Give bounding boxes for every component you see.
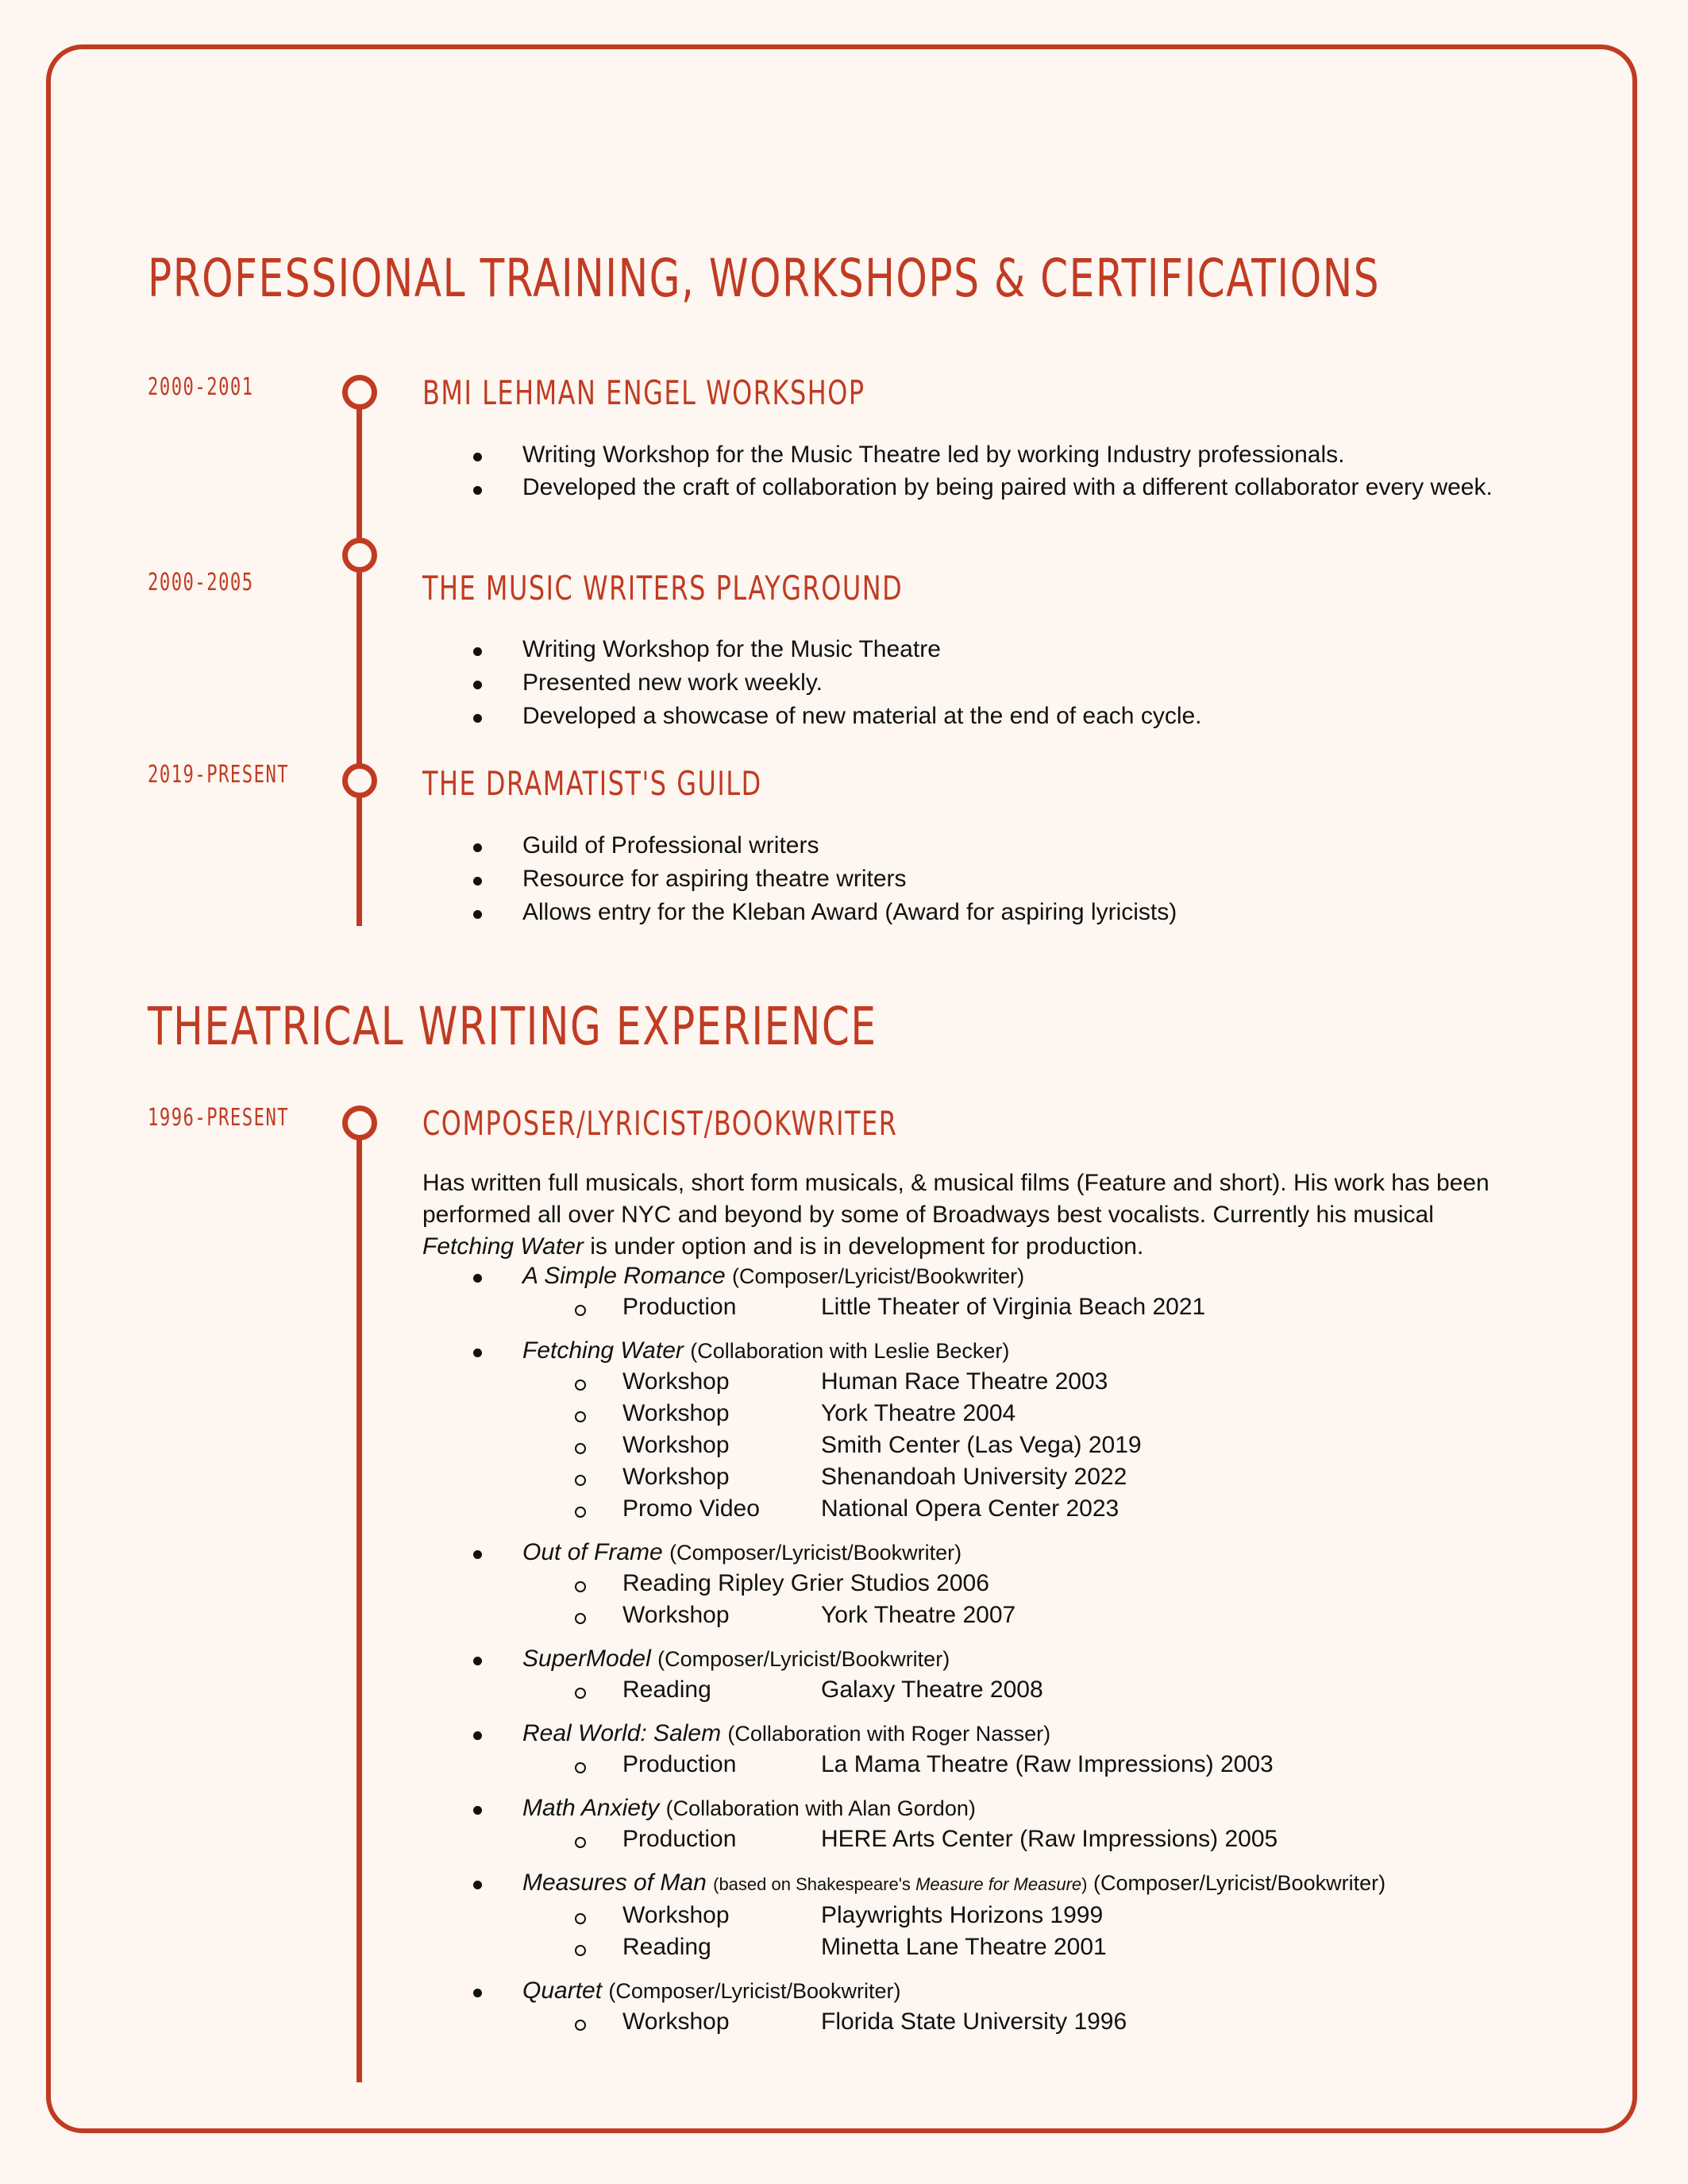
source-note-text: ) <box>1081 1874 1088 1894</box>
work-note <box>666 1796 976 1820</box>
work-history-list <box>522 1291 1582 1323</box>
history-type: Workshop <box>622 2008 730 2035</box>
history-venue: Playwrights Horizons 1999 <box>821 1902 1104 1928</box>
history-venue: Minetta Lane Theatre 2001 <box>821 1934 1107 1960</box>
work-history-list <box>522 1568 1582 1631</box>
work-history-item <box>522 1674 1582 1706</box>
work-note <box>690 1339 1009 1363</box>
work-heading <box>522 1719 1582 1749</box>
work-title: A Simple Romance <box>522 1263 726 1289</box>
bullet-item: Writing Workshop for the Music Theatre <box>470 633 1526 666</box>
timeline-line <box>356 1121 362 2082</box>
work-source-note <box>713 1874 1087 1894</box>
history-venue: La Mama Theatre (Raw Impressions) 2003 <box>821 1751 1274 1777</box>
work-title: SuperModel <box>522 1646 651 1672</box>
history-type: Workshop <box>622 1432 730 1458</box>
work-history-list <box>522 2006 1582 2038</box>
work-heading <box>522 1644 1582 1674</box>
history-type: Reading <box>622 1677 711 1703</box>
history-venue: Human Race Theatre 2003 <box>821 1368 1108 1395</box>
work-item <box>470 1868 1582 1963</box>
work-title: Quartet <box>522 1978 603 2004</box>
works-list <box>470 1261 1582 2051</box>
work-history-item <box>522 1366 1582 1398</box>
work-history-item <box>522 1430 1582 1461</box>
work-heading <box>522 1261 1582 1291</box>
bullet-item: Guild of Professional writers <box>470 829 1526 862</box>
work-history-item <box>522 1599 1582 1631</box>
work-title: Measures of Man <box>522 1870 707 1896</box>
source-note-title: Measure for Measure <box>915 1874 1082 1894</box>
history-venue: HERE Arts Center (Raw Impressions) 2005 <box>821 1826 1278 1852</box>
work-heading <box>522 1793 1582 1823</box>
work-history-list <box>522 1674 1582 1706</box>
work-note <box>732 1264 1024 1288</box>
work-history-item <box>522 1749 1582 1781</box>
writing-section-title: THEATRICAL WRITING EXPERIENCE <box>148 996 877 1057</box>
work-heading <box>522 1336 1582 1366</box>
work-item <box>470 1793 1582 1855</box>
work-note <box>727 1722 1050 1746</box>
work-item <box>470 1336 1582 1525</box>
work-item <box>470 1644 1582 1706</box>
bullet-item: Developed a showcase of new material at the end of each cycle. <box>470 700 1526 733</box>
entry-bullets <box>470 633 1526 733</box>
work-item <box>470 1261 1582 1323</box>
bullet-item: Presented new work weekly. <box>470 666 1526 700</box>
work-history-item <box>522 1900 1582 1931</box>
history-type: Production <box>622 1826 737 1852</box>
history-type: Workshop <box>622 1464 730 1490</box>
work-credit: (Collaboration with Roger Nasser) <box>727 1722 1051 1746</box>
work-history-list <box>522 1900 1582 1963</box>
work-item <box>470 1538 1582 1631</box>
work-item <box>470 1976 1582 2038</box>
work-history-item <box>522 1493 1582 1525</box>
entry-dates: 2000-2005 <box>148 569 254 596</box>
timeline-node-icon <box>342 763 377 798</box>
source-note-text: (based on Shakespeare's <box>713 1874 916 1894</box>
work-credit: (Collaboration with Alan Gordon) <box>665 1796 976 1820</box>
entry-title: THE MUSIC WRITERS PLAYGROUND <box>422 569 904 608</box>
intro-text: is under option and is in development for production. <box>583 1233 1144 1260</box>
intro-italic-title: Fetching Water <box>422 1233 584 1260</box>
work-history-item <box>522 1823 1582 1855</box>
work-heading <box>522 1538 1582 1568</box>
history-type: Promo Video <box>622 1495 760 1522</box>
history-venue: Galaxy Theatre 2008 <box>821 1677 1043 1703</box>
entry-title: BMI LEHMAN ENGEL WORKSHOP <box>422 373 865 412</box>
work-history-list <box>522 1749 1582 1781</box>
work-history-item <box>522 1568 1582 1599</box>
work-title: Fetching Water <box>522 1337 684 1364</box>
history-type: Workshop <box>622 1602 730 1628</box>
history-type: Reading <box>622 1934 711 1960</box>
work-credit: (Composer/Lyricist/Bookwriter) <box>669 1541 962 1565</box>
history-venue: Smith Center (Las Vega) 2019 <box>821 1432 1142 1458</box>
work-note <box>669 1541 962 1565</box>
work-heading <box>522 1868 1582 1900</box>
writing-intro <box>422 1167 1518 1263</box>
bullet-item: Developed the craft of collaboration by being paired with a different collaborator every week. <box>470 472 1526 504</box>
work-history-item <box>522 1461 1582 1493</box>
work-history-item <box>522 1291 1582 1323</box>
work-title: Out of Frame <box>522 1539 663 1565</box>
timeline-node-icon <box>342 538 377 573</box>
work-item <box>470 1719 1582 1781</box>
work-history-list <box>522 1366 1582 1525</box>
history-type: Workshop <box>622 1368 730 1395</box>
entry-title: COMPOSER/LYRICIST/BOOKWRITER <box>422 1104 898 1143</box>
work-note <box>608 1979 900 2003</box>
bullet-item: Allows entry for the Kleban Award (Award for aspiring lyricists) <box>470 896 1526 929</box>
work-heading <box>522 1976 1582 2006</box>
entry-title: THE DRAMATIST'S GUILD <box>422 764 762 803</box>
bullet-item: Writing Workshop for the Music Theatre led by working Industry professionals. <box>470 438 1526 472</box>
work-title: Math Anxiety <box>522 1795 660 1821</box>
history-venue: Little Theater of Virginia Beach 2021 <box>821 1294 1206 1320</box>
history-venue: York Theatre 2007 <box>821 1602 1016 1628</box>
history-type: Production <box>622 1751 737 1777</box>
work-history-item <box>522 1398 1582 1430</box>
work-credit: (Composer/Lyricist/Bookwriter) <box>657 1647 950 1671</box>
work-title: Real World: Salem <box>522 1720 722 1746</box>
work-credit: (Collaboration with Leslie Becker) <box>690 1339 1010 1363</box>
work-history-item <box>522 1931 1582 1963</box>
training-section-title: PROFESSIONAL TRAINING, WORKSHOPS & CERTIFICATIONS <box>148 248 1381 309</box>
timeline-node-icon <box>342 1106 377 1140</box>
work-note <box>657 1647 950 1671</box>
timeline-line <box>356 391 362 926</box>
history-venue: York Theatre 2004 <box>821 1400 1016 1426</box>
history-venue: National Opera Center 2023 <box>821 1495 1120 1522</box>
entry-dates: 2019-PRESENT <box>148 761 290 789</box>
history-venue: Shenandoah University 2022 <box>821 1464 1127 1490</box>
work-history-list <box>522 1823 1582 1855</box>
bullet-item: Resource for aspiring theatre writers <box>470 862 1526 896</box>
work-credit: (Composer/Lyricist/Bookwriter) <box>608 1979 901 2003</box>
timeline-node-icon <box>342 375 377 410</box>
history-venue: Florida State University 1996 <box>821 2008 1127 2035</box>
history-type: Workshop <box>622 1902 730 1928</box>
work-note <box>713 1871 1385 1895</box>
entry-dates: 2000-2001 <box>148 373 254 401</box>
work-history-item <box>522 2006 1582 2038</box>
entry-bullets <box>470 438 1526 504</box>
entry-bullets <box>470 829 1526 929</box>
entry-dates: 1996-PRESENT <box>148 1104 290 1132</box>
work-credit: (Composer/Lyricist/Bookwriter) <box>732 1264 1025 1288</box>
work-credit: (Composer/Lyricist/Bookwriter) <box>1093 1871 1386 1895</box>
history-type: Production <box>622 1294 737 1320</box>
history-type: Workshop <box>622 1400 730 1426</box>
intro-text: Has written full musicals, short form musicals, & musical films (Feature and short). His work has been performed all over NYC and beyond by some of Broadways best vocalists. Currently his musical <box>422 1170 1490 1228</box>
history-type: Reading Ripley Grier Studios 2006 <box>622 1570 989 1596</box>
